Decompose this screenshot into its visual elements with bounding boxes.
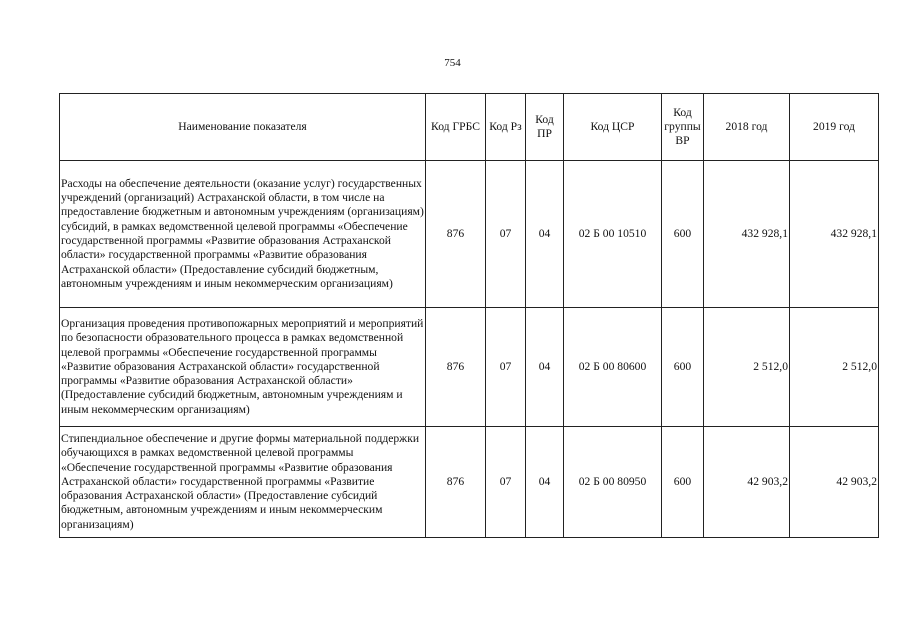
row-2019: 42 903,2 <box>790 427 879 538</box>
budget-table <box>59 93 879 538</box>
row-rz: 07 <box>486 161 526 308</box>
row-vr: 600 <box>662 427 704 538</box>
table-row <box>60 308 879 427</box>
header-name: Наименование показателя <box>60 94 426 161</box>
row-2018: 432 928,1 <box>704 161 790 308</box>
header-rz: Код Рз <box>486 94 526 161</box>
header-2018: 2018 год <box>704 94 790 161</box>
row-name: Организация проведения противопожарных мероприятий и мероприятий по безопасности образовательного процесса в рамках ведомственной целевой программы «Обеспечение государственной программы «Развитие образования Астраханской области» государственной программы «Развитие образования Астраханской области» (Предоставление субсидий бюджетным, автономным учреждениям и иным некоммерческим организациям) <box>60 308 426 427</box>
header-csr: Код ЦСР <box>564 94 662 161</box>
row-grbs: 876 <box>426 161 486 308</box>
row-2018: 2 512,0 <box>704 308 790 427</box>
row-vr: 600 <box>662 161 704 308</box>
row-rz: 07 <box>486 427 526 538</box>
row-2019: 2 512,0 <box>790 308 879 427</box>
row-grbs: 876 <box>426 308 486 427</box>
table-row <box>60 161 879 308</box>
header-row <box>60 94 879 161</box>
header-grbs: Код ГРБС <box>426 94 486 161</box>
row-2019: 432 928,1 <box>790 161 879 308</box>
row-grbs: 876 <box>426 427 486 538</box>
header-vr: Код группы ВР <box>662 94 704 161</box>
page-number: 754 <box>444 57 461 69</box>
header-pr: Код ПР <box>526 94 564 161</box>
row-pr: 04 <box>526 161 564 308</box>
row-2018: 42 903,2 <box>704 427 790 538</box>
row-name: Стипендиальное обеспечение и другие формы материальной поддержки обучающихся в рамках ведомственной целевой программы «Обеспечение государственной программы «Развитие образования Астраханской области» государственной программы «Развитие образования Астраханской области» (Предоставление субсидий бюджетным, автономным учреждениям и иным некоммерческим организациям) <box>60 427 426 538</box>
row-rz: 07 <box>486 308 526 427</box>
row-csr: 02 Б 00 10510 <box>564 161 662 308</box>
table-row <box>60 427 879 538</box>
row-csr: 02 Б 00 80600 <box>564 308 662 427</box>
row-csr: 02 Б 00 80950 <box>564 427 662 538</box>
row-name: Расходы на обеспечение деятельности (оказание услуг) государственных учреждений (организаций) Астраханской области, в том числе на предоставление бюджетным и автономным учреждениям (организациям) субсидий, в рамках ведомственной целевой программы «Обеспечение государственной программы «Развитие образования Астраханской области» государственной программы «Развитие образования Астраханской области» (Предоставление субсидий бюджетным, автономным учреждениям и иным некоммерческим организациям) <box>60 161 426 308</box>
row-pr: 04 <box>526 427 564 538</box>
row-vr: 600 <box>662 308 704 427</box>
header-2019: 2019 год <box>790 94 879 161</box>
row-pr: 04 <box>526 308 564 427</box>
